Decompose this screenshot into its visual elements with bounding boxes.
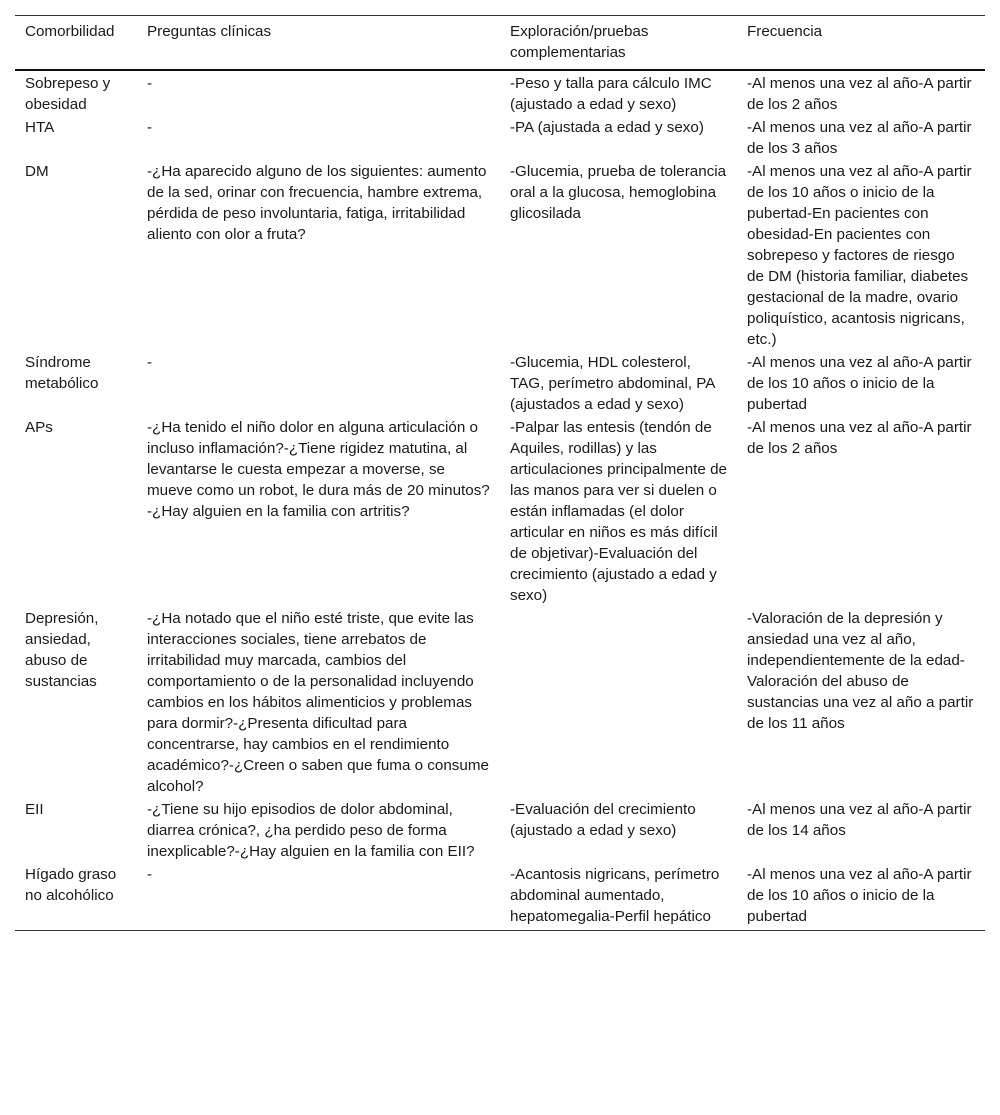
cell-tests: -Palpar las entesis (tendón de Aquiles, rodillas) y las articulaciones principalmente de las manos para ver si duelen o están inflamadas (el dolor articular en niños es más difícil de objetivar)-Evaluación del crecimiento (ajustado a edad y sexo) xyxy=(510,419,727,604)
cell-questions: -¿Tiene su hijo episodios de dolor abdominal, diarrea crónica?, ¿ha perdido peso de forma inexplicable?-¿Hay alguien en la familia con EII? xyxy=(147,801,475,860)
cell-questions: -¿Ha notado que el niño esté triste, que evite las interacciones sociales, tiene arrebatos de irritabilidad muy marcada, cambios del comportamiento o de la personalidad incluyendo cambios en los hábitos alimenticios y problemas para dormir?-¿Presenta dificultad para concentrarse, hay cambios en el rendimiento académico?-¿Creen o saben que fuma o consume alcohol? xyxy=(147,610,489,795)
cell-tests: -Peso y talla para cálculo IMC (ajustado a edad y sexo) xyxy=(510,75,712,113)
cell-tests: -Evaluación del crecimiento (ajustado a edad y sexo) xyxy=(510,801,696,839)
header-row xyxy=(15,16,985,71)
table-row xyxy=(15,863,985,931)
header-tests: Exploración/pruebas complementarias xyxy=(500,16,737,71)
cell-questions: - xyxy=(147,119,153,136)
cell-frequency: -Al menos una vez al año-A partir de los 14 años xyxy=(747,801,972,839)
table-row xyxy=(15,160,985,351)
cell-comorbidity: DM xyxy=(25,163,49,180)
cell-questions: -¿Ha aparecido alguno de los siguientes: aumento de la sed, orinar con frecuencia, hambre extrema, pérdida de peso involuntaria, fatiga, irritabilidad aliento con olor a fruta? xyxy=(147,163,487,243)
cell-comorbidity: HTA xyxy=(25,119,55,136)
cell-frequency: -Al menos una vez al año-A partir de los 3 años xyxy=(747,119,972,157)
cell-frequency: -Valoración de la depresión y ansiedad una vez al año, independientemente de la edad-Valoración del abuso de sustancias una vez al año a partir de los 11 años xyxy=(747,610,974,732)
cell-questions: - xyxy=(147,75,153,92)
cell-questions: -¿Ha tenido el niño dolor en alguna articulación o incluso inflamación?-¿Tiene rigidez matutina, al levantarse le cuesta empezar a moverse, se mueve como un robot, le dura más de 20 minutos?-¿Hay alguien en la familia con artritis? xyxy=(147,419,490,520)
cell-frequency: -Al menos una vez al año-A partir de los 10 años o inicio de la pubertad-En pacientes con obesidad-En pacientes con sobrepeso y factores de riesgo de DM (historia familiar, diabetes gestacional de la madre, ovario poliquístico, acantosis nigricans, etc.) xyxy=(747,163,972,348)
comorbidity-table-container xyxy=(15,15,985,931)
table-body xyxy=(15,70,985,931)
cell-comorbidity: Síndrome metabólico xyxy=(25,354,99,392)
cell-comorbidity: Sobrepeso y obesidad xyxy=(25,75,111,113)
cell-tests: -Acantosis nigricans, perímetro abdominal aumentado, hepatomegalia-Perfil hepático xyxy=(500,863,737,931)
cell-frequency: -Al menos una vez al año-A partir de los 2 años xyxy=(747,419,972,457)
cell-comorbidity: Depresión, ansiedad, abuso de sustancias xyxy=(25,610,99,690)
header-comorbidity: Comorbilidad xyxy=(15,16,137,71)
cell-questions: - xyxy=(147,354,153,371)
table-row xyxy=(15,116,985,160)
table-row xyxy=(15,416,985,607)
header-frequency: Frecuencia xyxy=(737,16,985,71)
table-row xyxy=(15,607,985,798)
cell-frequency: -Al menos una vez al año-A partir de los 10 años o inicio de la pubertad xyxy=(747,354,972,413)
cell-tests xyxy=(500,607,737,798)
cell-comorbidity: EII xyxy=(25,801,44,818)
cell-tests: -Glucemia, HDL colesterol, TAG, perímetro abdominal, PA (ajustados a edad y sexo) xyxy=(510,354,715,413)
cell-comorbidity: Hígado graso no alcohólico xyxy=(15,863,137,931)
table-row xyxy=(15,351,985,416)
table-row xyxy=(15,798,985,863)
table-row xyxy=(15,70,985,116)
cell-frequency: -Al menos una vez al año-A partir de los 10 años o inicio de la pubertad xyxy=(737,863,985,931)
header-clinical-questions: Preguntas clínicas xyxy=(137,16,500,71)
cell-tests: -PA (ajustada a edad y sexo) xyxy=(510,119,704,136)
cell-frequency: -Al menos una vez al año-A partir de los 2 años xyxy=(747,75,972,113)
cell-comorbidity: APs xyxy=(25,419,53,436)
comorbidity-table xyxy=(15,15,985,931)
table-header xyxy=(15,16,985,71)
cell-questions: - xyxy=(137,863,500,931)
cell-tests: -Glucemia, prueba de tolerancia oral a la glucosa, hemoglobina glicosilada xyxy=(510,163,727,222)
